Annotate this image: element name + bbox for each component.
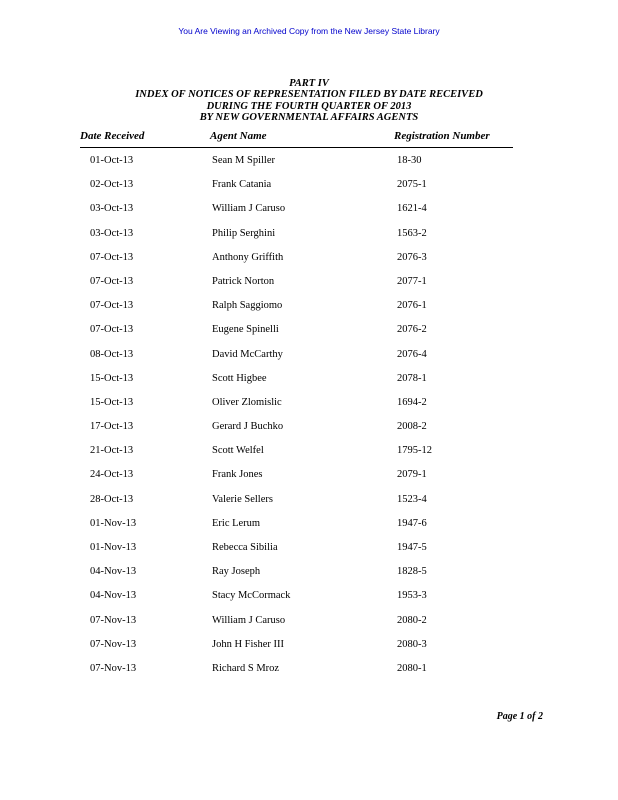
cell-registration-number: 2076-3 [397,251,427,263]
cell-date-received: 24-Oct-13 [90,469,134,481]
header-date-received: Date Received [80,130,145,142]
cell-date-received: 04-Nov-13 [90,590,137,602]
cell-agent-name: Oliver Zlomislic [212,396,282,408]
cell-agent-name: Stacy McCormack [212,590,291,602]
table-row [0,421,618,445]
table-row [0,397,618,421]
table-row [0,615,618,639]
cell-agent-name: Frank Catania [212,179,272,191]
title-line-quarter: DURING THE FOURTH QUARTER OF 2013 [206,100,412,112]
cell-date-received: 08-Oct-13 [90,348,134,360]
cell-agent-name: Richard S Mroz [212,662,280,674]
cell-agent-name: Philip Serghini [212,227,276,239]
table-row [0,324,618,348]
table-row [0,228,618,252]
cell-date-received: 28-Oct-13 [90,493,134,505]
cell-agent-name: Ralph Saggiomo [212,300,283,312]
cell-date-received: 07-Oct-13 [90,251,134,263]
cell-date-received: 01-Nov-13 [90,542,137,553]
cell-date-received: 15-Oct-13 [90,372,134,384]
table-row [0,445,618,469]
page-number: Page 1 of 2 [496,711,543,722]
document-title [0,78,618,123]
cell-date-received: 01-Oct-13 [90,155,134,166]
table-row [0,590,618,614]
table-row [0,566,618,590]
cell-date-received: 21-Oct-13 [90,445,134,457]
table-row [0,663,618,687]
cell-date-received: 07-Oct-13 [90,324,134,336]
cell-registration-number: 2079-1 [397,469,427,481]
cell-registration-number: 2076-2 [397,324,427,336]
cell-date-received: 17-Oct-13 [90,421,134,433]
table-row [0,155,618,179]
cell-registration-number: 1563-2 [397,227,427,239]
cell-registration-number: 1947-6 [397,517,427,529]
table-header [80,130,513,144]
cell-agent-name: William J Caruso [212,614,286,626]
cell-date-received: 07-Oct-13 [90,300,134,312]
cell-registration-number: 2080-3 [397,638,427,650]
archive-banner: You Are Viewing an Archived Copy from the New Jersey State Library [178,26,440,36]
cell-agent-name: Sean M Spiller [212,155,275,166]
table-row [0,179,618,203]
cell-date-received: 03-Oct-13 [90,227,134,239]
cell-registration-number: 2076-4 [397,348,427,360]
header-agent-name: Agent Name [210,130,267,142]
cell-date-received: 15-Oct-13 [90,396,134,408]
cell-date-received: 01-Nov-13 [90,517,137,529]
title-line-part: PART IV [289,78,329,89]
table-row [0,542,618,566]
cell-registration-number: 1523-4 [397,493,427,505]
title-line-agents: BY NEW GOVERNMENTAL AFFAIRS AGENTS [199,111,419,123]
cell-registration-number: 2078-1 [397,372,427,384]
cell-agent-name: Gerard J Buchko [212,421,284,433]
cell-agent-name: John H Fisher III [212,638,285,650]
cell-agent-name: William J Caruso [212,203,286,215]
table-body [0,155,618,687]
cell-agent-name: Scott Higbee [212,372,267,384]
cell-agent-name: Frank Jones [212,469,263,481]
cell-agent-name: Ray Joseph [212,566,261,578]
cell-date-received: 03-Oct-13 [90,203,134,215]
title-line-index: INDEX OF NOTICES OF REPRESENTATION FILED BY DATE RECEIVED [135,89,483,101]
cell-registration-number: 1795-12 [397,445,432,457]
header-registration-number: Registration Number [394,130,490,142]
cell-agent-name: Valerie Sellers [212,493,273,505]
cell-agent-name: Scott Welfel [212,445,264,457]
cell-registration-number: 1694-2 [397,396,427,408]
cell-registration-number: 2008-2 [397,421,427,433]
cell-agent-name: Eugene Spinelli [212,324,279,336]
cell-date-received: 07-Nov-13 [90,662,137,674]
cell-date-received: 07-Nov-13 [90,614,137,626]
table-row [0,203,618,227]
cell-registration-number: 2080-1 [397,662,427,674]
cell-registration-number: 18-30 [397,155,422,166]
table-row [0,469,618,493]
table-row [0,639,618,663]
table-row [0,494,618,518]
cell-registration-number: 1953-3 [397,590,427,602]
cell-agent-name: Patrick Norton [212,275,275,287]
cell-date-received: 07-Oct-13 [90,275,134,287]
table-row [0,349,618,373]
cell-registration-number: 2080-2 [397,614,427,626]
cell-registration-number: 1947-5 [397,542,427,553]
cell-registration-number: 2077-1 [397,275,427,287]
cell-date-received: 04-Nov-13 [90,566,137,578]
table-row [0,252,618,276]
cell-registration-number: 1621-4 [397,203,427,215]
cell-agent-name: Rebecca Sibilia [212,542,278,553]
cell-agent-name: Eric Lerum [212,517,261,529]
cell-registration-number: 1828-5 [397,566,427,578]
cell-date-received: 02-Oct-13 [90,179,134,191]
table-row [0,300,618,324]
cell-agent-name: Anthony Griffith [212,251,284,263]
table-row [0,276,618,300]
cell-registration-number: 2076-1 [397,300,427,312]
cell-date-received: 07-Nov-13 [90,638,137,650]
table-row [0,518,618,542]
cell-registration-number: 2075-1 [397,179,427,191]
cell-agent-name: David McCarthy [212,348,283,360]
table-row [0,373,618,397]
header-divider [80,147,513,148]
